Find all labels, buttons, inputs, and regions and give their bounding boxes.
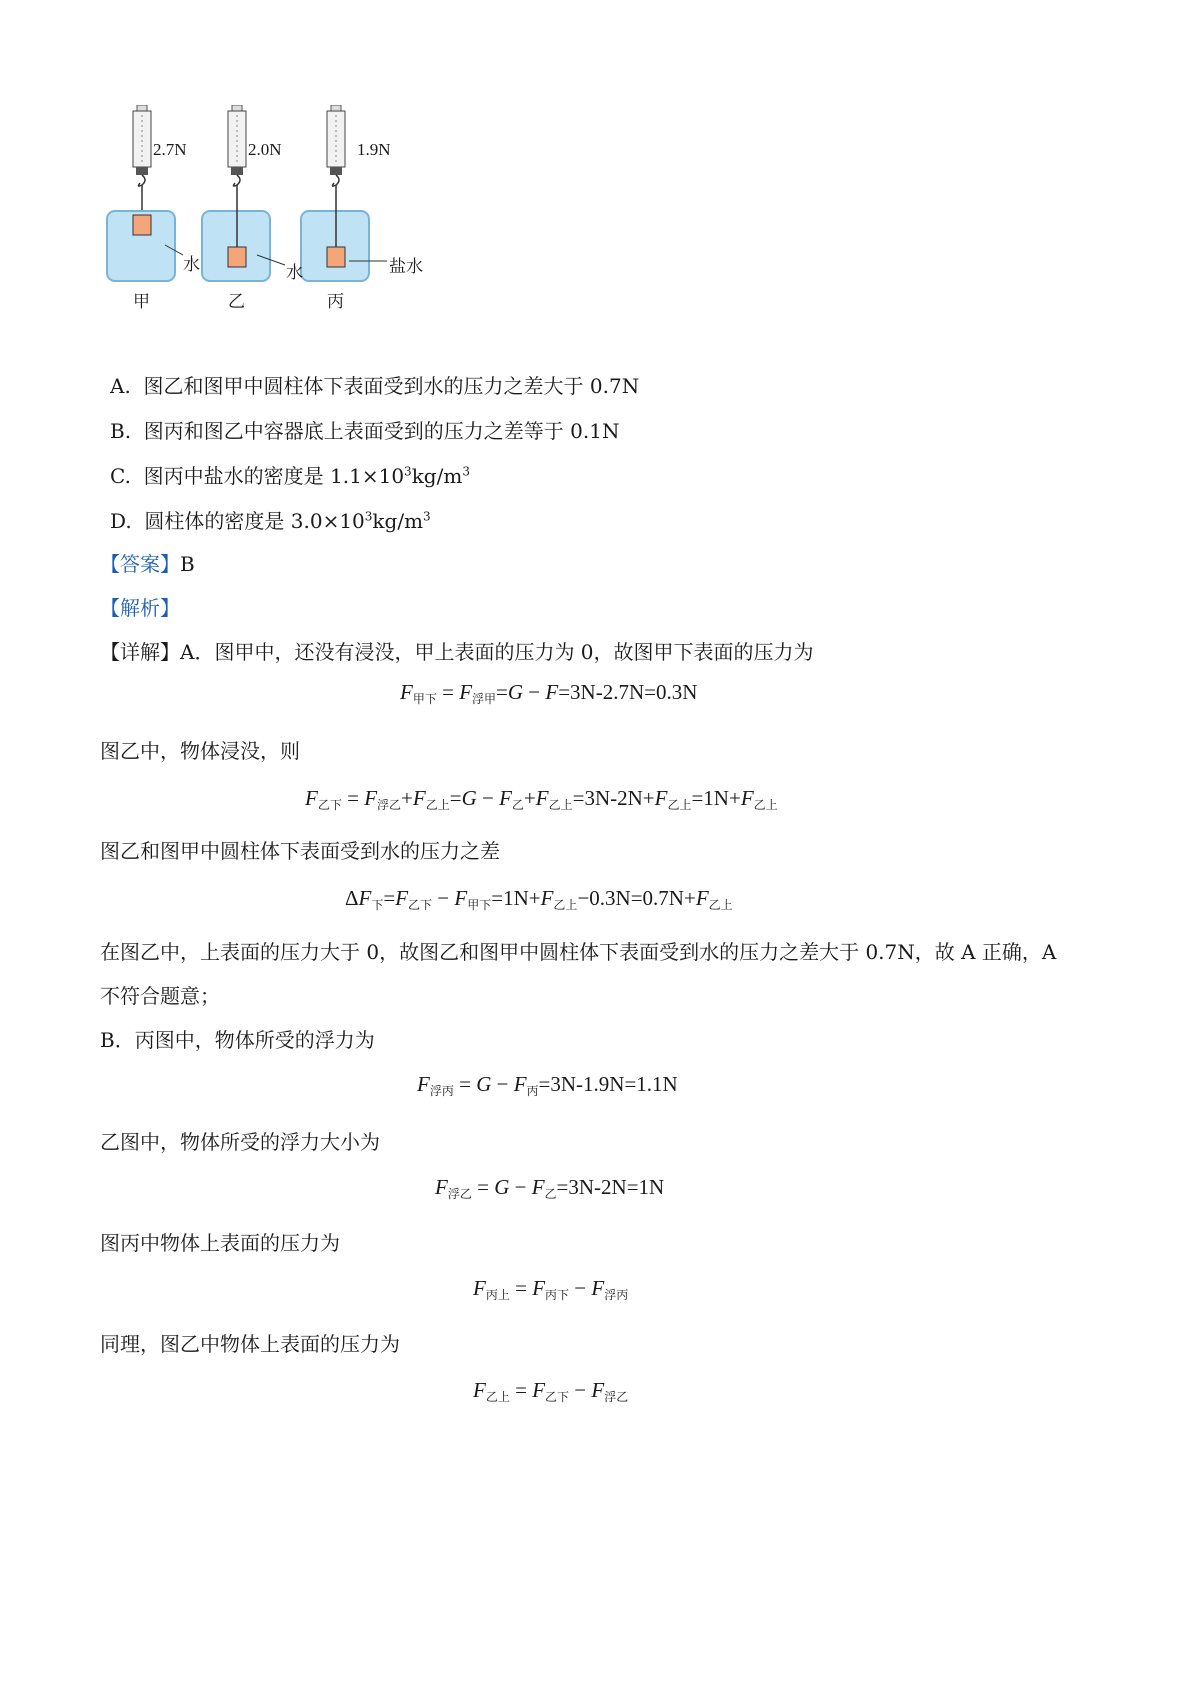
liquid-label-bing: 盐水 xyxy=(389,257,423,276)
equation-5: $F_{浮乙} = G - F_乙=3N-2N=1N$ xyxy=(435,1175,665,1201)
liquid-label-jia: 水 xyxy=(183,255,200,274)
detail-para-8: 同理，图乙中物体上表面的压力为 xyxy=(100,1332,400,1356)
caption-jia: 甲 xyxy=(133,292,150,311)
detail-para-6: 乙图中，物体所受的浮力大小为 xyxy=(100,1130,380,1154)
detail-para-7: 图丙中物体上表面的压力为 xyxy=(100,1231,340,1255)
option-b: B. 图丙和图乙中容器底上表面受到的压力之差等于 0.1N xyxy=(110,419,620,443)
answer-value: B xyxy=(180,552,195,576)
option-d: D. 圆柱体的密度是 $3.0\times 10^3kg/m^3$ xyxy=(110,509,431,533)
equation-1: $F_{甲下} = F_{浮甲}=G - F=3N-2.7N=0.3N$ xyxy=(400,680,698,706)
detail-para-4b: 不符合题意； xyxy=(100,984,220,1008)
setup-bing xyxy=(301,105,387,281)
caption-yi: 乙 xyxy=(228,292,245,311)
answer-label: 【答案】 xyxy=(100,552,180,576)
option-c: C. 图丙中盐水的密度是 $1.1\times 10^3kg/m^3$ xyxy=(110,464,470,488)
detail-para-1: 【详解】A．图甲中，还没有浸没，甲上表面的压力为 0，故图甲下表面的压力为 xyxy=(100,640,814,664)
detail-para-4a: 在图乙中，上表面的压力大于 0，故图乙和图甲中圆柱体下表面受到水的压力之差大于 0.7N，故 A 正确，A xyxy=(100,940,1057,964)
equation-4: $F_{浮丙} = G - F_丙=3N-1.9N=1.1N$ xyxy=(417,1072,678,1098)
setup-jia xyxy=(107,105,183,281)
detail-para-3: 图乙和图甲中圆柱体下表面受到水的压力之差 xyxy=(100,839,500,863)
detail-para-5: B．丙图中，物体所受的浮力为 xyxy=(100,1028,375,1052)
equation-3: $\Delta F_下=F_{乙下} - F_{甲下}=1N+F_{乙上}-0.3N=0.7N+F_{乙上}$ xyxy=(345,886,733,912)
analysis-label: 【解析】 xyxy=(100,596,180,620)
reading-bing: 1.9N xyxy=(357,140,391,159)
experiment-figure xyxy=(105,105,485,340)
reading-yi: 2.0N xyxy=(248,140,282,159)
answer-line xyxy=(100,548,195,577)
equation-7: $F_{乙上} = F_{乙下} - F_{浮乙}$ xyxy=(473,1378,629,1404)
setup-yi xyxy=(202,105,285,281)
option-a: A. 图乙和图甲中圆柱体下表面受到水的压力之差大于 0.7N xyxy=(110,374,640,398)
equation-6: $F_{丙上} = F_{丙下} - F_{浮丙}$ xyxy=(473,1276,629,1302)
caption-bing: 丙 xyxy=(327,292,344,311)
liquid-label-yi: 水 xyxy=(286,263,303,282)
reading-jia: 2.7N xyxy=(153,140,187,159)
detail-para-2: 图乙中，物体浸没，则 xyxy=(100,739,300,763)
equation-2: $F_{乙下} = F_{浮乙}+F_{乙上}=G - F_乙+F_{乙上}=3N-2N+F_{乙上}=1N+F_{乙上}$ xyxy=(305,786,778,812)
